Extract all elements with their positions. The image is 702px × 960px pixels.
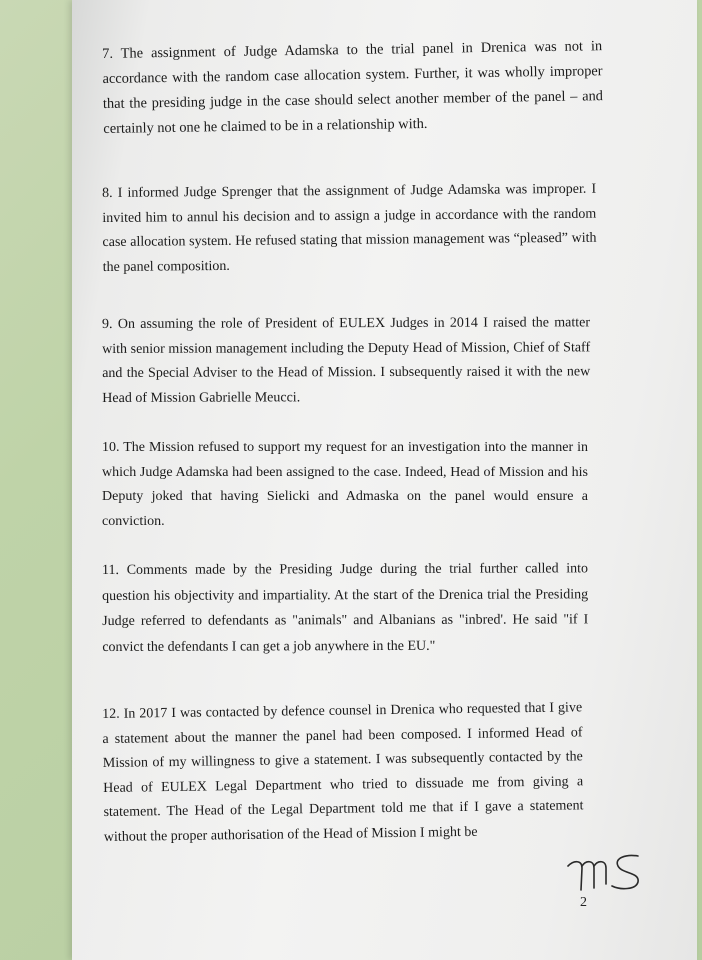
document-page <box>72 0 697 960</box>
paragraph-10: 10. The Mission refused to support my request for an investigation into the manner in which Judge Adamska had been assigned to the case. Indeed, Head of Mission and his Deputy joked that having Sielicki and Admaska on the panel would ensure a conviction. <box>102 440 588 529</box>
paragraph-8: 8. I informed Judge Sprenger that the assignment of Judge Adamska was improper. I invited him to annul his decision and to assign a judge in accordance with the random case allocation system. He refused stating that mission management was “pleased” with the panel composition. <box>102 181 597 275</box>
paragraph-7: 7. The assignment of Judge Adamska to the trial panel in Drenica was not in accordance with the random case allocation system. Further, it was wholly improper that the presiding judge in the case should select another member of the panel – and certainly not one he claimed to be in a relationship with. <box>102 38 604 137</box>
signature-initials <box>564 850 648 894</box>
paragraph-12: 12. In 2017 I was contacted by defence counsel in Drenica who requested that I give a statement about the manner the panel had been composed. I informed Head of Mission of my willingness to give a statement. I was subsequently contacted by the Head of EULEX Legal Department who tried to dissuade me from giving a statement. The Head of the Legal Department told me that if I gave a statement without the proper authorisation of the Head of Mission I might be <box>102 700 584 845</box>
page-number: 2 <box>580 895 587 910</box>
paragraph-11: 11. Comments made by the Presiding Judge during the trial further called into question his objectivity and impartiality. At the start of the Drenica trial the Presiding Judge referred to defendants as "animals" and Albanians as "inbred'. He said "if I convict the defendants I can get a job anywhere in the EU." <box>102 561 589 655</box>
paragraph-9: 9. On assuming the role of President of EULEX Judges in 2014 I raised the matter with senior mission management including the Deputy Head of Mission, Chief of Staff and the Special Adviser to the Head of Mission. I subsequently raised it with the new Head of Mission Gabrielle Meucci. <box>102 315 591 406</box>
